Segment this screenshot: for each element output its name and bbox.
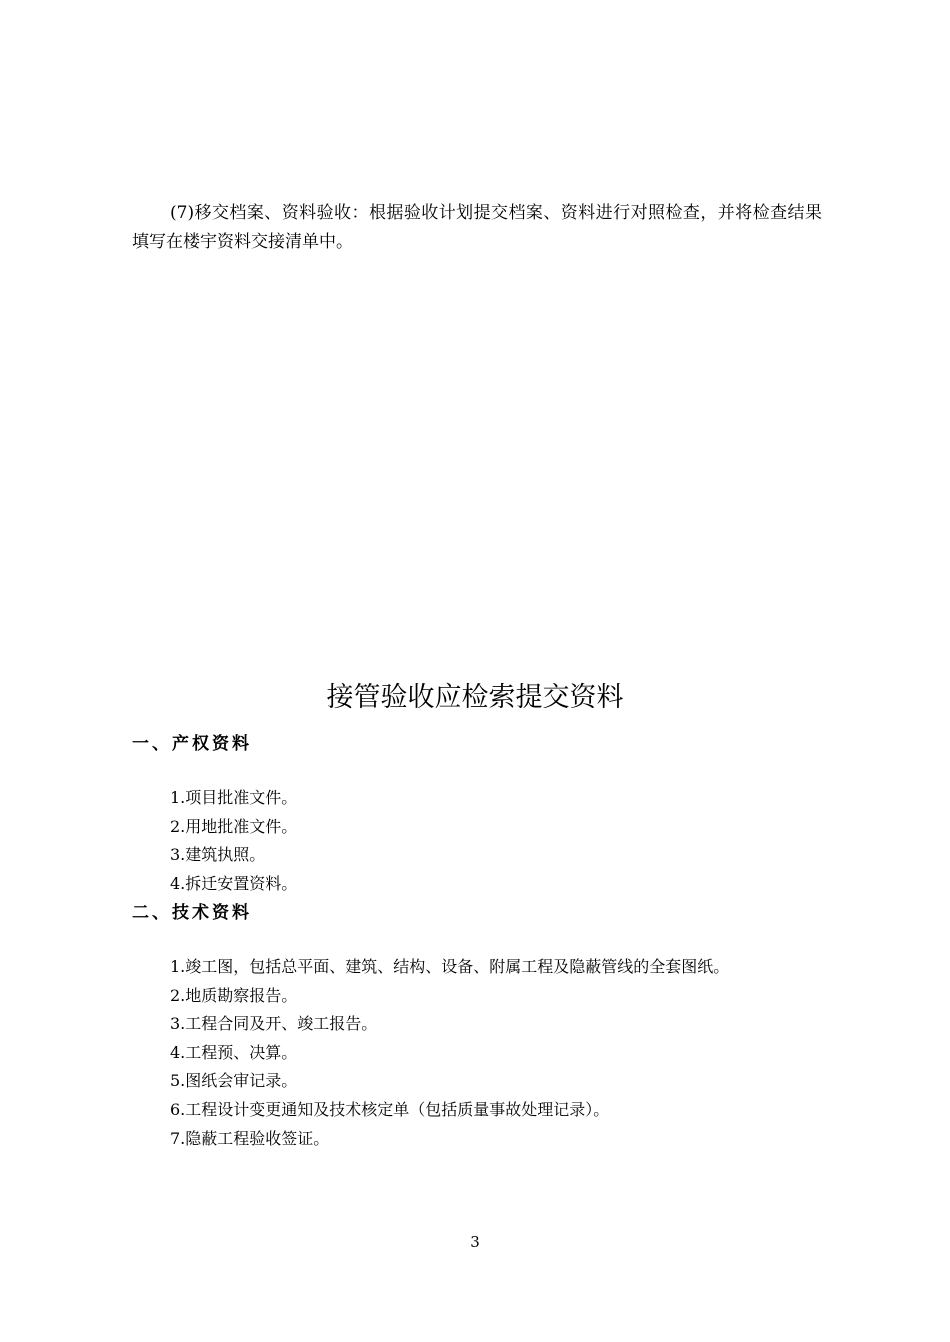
list-item: 3.建筑执照。 — [170, 845, 266, 865]
list-item: 1.竣工图，包括总平面、建筑、结构、设备、附属工程及隐蔽管线的全套图纸。 — [170, 957, 730, 976]
section-heading-technical: 二、技术资料 — [132, 903, 252, 923]
section-heading-property-rights: 一、产权资料 — [132, 734, 252, 754]
technical-list — [170, 953, 729, 1153]
list-item: 1.项目批准文件。 — [170, 788, 298, 807]
list-item: 3.工程合同及开、竣工报告。 — [170, 1014, 378, 1034]
list-item: 4.工程预、决算。 — [170, 1042, 298, 1062]
list-item: 2.地质勘察报告。 — [170, 985, 298, 1005]
intro-paragraph: (7)移交档案、资料验收：根据验收计划提交档案、资料进行对照检查，并将检查结果填写在楼宇资料交接清单中。 — [132, 203, 822, 252]
list-item: 7.隐蔽工程验收签证。 — [170, 1128, 330, 1148]
list-item: 2.用地批准文件。 — [170, 816, 298, 836]
page-number: 3 — [470, 1233, 480, 1251]
list-item: 4.拆迁安置资料。 — [170, 873, 298, 893]
list-item: 6.工程设计变更通知及技术核定单（包括质量事故处理记录）。 — [170, 1099, 610, 1119]
property-rights-list — [170, 784, 297, 898]
list-item: 5.图纸会审记录。 — [170, 1071, 298, 1091]
document-title: 接管验收应检索提交资料 — [326, 682, 624, 713]
